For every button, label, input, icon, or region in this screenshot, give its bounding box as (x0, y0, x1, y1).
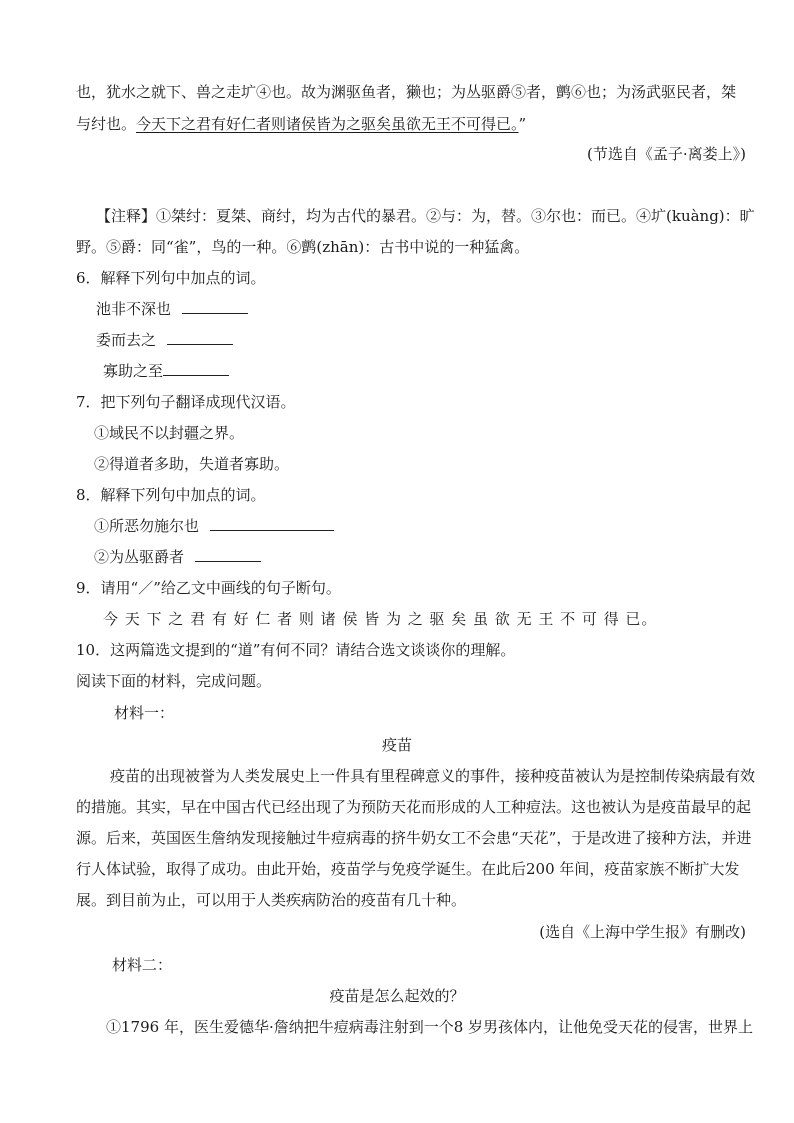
material-1-source: (选自《上海中学生报》有删改) (539, 923, 746, 941)
reading-intro: 阅读下面的材料，完成问题。 (76, 672, 272, 690)
q6-item-1 (96, 299, 248, 319)
question-10: 10．这两篇选文提到的“道”有何不同？请结合选文谈谈你的理解。 (76, 641, 516, 659)
q6-item-3 (103, 361, 229, 381)
answer-blank[interactable] (182, 299, 248, 314)
question-6: 6．解释下列句中加点的词。 (76, 269, 266, 287)
q6-item-2 (96, 330, 233, 350)
m1-line-3: 源。后来，英国医生詹纳发现接触过牛痘病毒的挤牛奶女工不会患“天花”，于是改进了接种方法，并进 (76, 829, 752, 847)
material-1-title: 疫苗 (381, 736, 412, 754)
q8-item-1 (94, 516, 334, 536)
q8-item-1-text: ①所恶勿施尔也 (94, 517, 200, 535)
answer-blank[interactable] (163, 361, 229, 376)
q9-sentence: 今 天 下 之 君 有 好 仁 者 则 诸 侯 皆 为 之 驱 矣 虽 欲 无 王 不 可 得 已。 (103, 610, 658, 628)
m2-line-1: ①1796 年，医生爱德华·詹纳把牛痘病毒注射到一个8 岁男孩体内，让他免受天花的侵害，世界上 (106, 1018, 754, 1036)
q6-item-3-text: 寡助之至 (103, 362, 164, 380)
material-1-label: 材料一： (114, 704, 175, 722)
passage-line-2 (76, 114, 526, 134)
notes-line-2: 野。⑤爵：同“雀”，鸟的一种。⑥鹯(zhān)：古书中说的一种猛禽。 (76, 238, 530, 256)
m1-line-1: 疫苗的出现被誉为人类发展史上一件具有里程碑意义的事件，接种疫苗被认为是控制传染病最有效 (110, 767, 756, 785)
m1-line-5: 展。到目前为止，可以用于人类疾病防治的疫苗有几十种。 (76, 891, 467, 909)
m1-line-2: 的措施。其实，早在中国古代已经出现了为预防天花而形成的人工种痘法。这也被认为是疫苗最早的起 (76, 798, 752, 816)
material-2-title: 疫苗是怎么起效的？ (329, 987, 465, 1005)
q8-item-2-text: ②为丛驱爵者 (94, 548, 185, 566)
answer-blank[interactable] (195, 547, 261, 562)
q8-item-2 (94, 547, 261, 567)
material-2-label: 材料二： (112, 956, 173, 974)
question-9: 9．请用“／”给乙文中画线的句子断句。 (76, 579, 341, 597)
passage-source: (节选自《孟子·离娄上》) (587, 145, 746, 163)
answer-blank[interactable] (210, 516, 334, 531)
answer-blank[interactable] (167, 330, 233, 345)
question-7: 7．把下列句子翻译成现代汉语。 (76, 393, 296, 411)
q6-item-2-text: 委而去之 (96, 331, 157, 349)
question-8: 8．解释下列句中加点的词。 (76, 486, 266, 504)
q7-item-2: ②得道者多助，失道者寡助。 (94, 455, 290, 473)
underlined-sentence: 今天下之君有好仁者则诸侯皆为之驱矣虽欲无王不可得已。 (136, 115, 519, 133)
passage-line-1: 也，犹水之就下、兽之走圹④也。故为渊驱鱼者，獭也；为丛驱爵⑤者，鹯⑥也；为汤武驱民者，桀 (76, 83, 737, 101)
passage-line-2-plain: 与纣也。 (76, 115, 137, 133)
m1-line-4: 行人体试验，取得了成功。由此开始，疫苗学与免疫学诞生。在此后200 年间，疫苗家族不断扩大发 (76, 860, 740, 878)
closing-quote: ” (518, 115, 527, 133)
q6-item-1-text: 池非不深也 (96, 300, 172, 318)
notes-line-1: 【注释】①桀纣：夏桀、商纣，均为古代的暴君。②与：为，替。③尔也：而已。④圹(kuàng)：旷 (96, 207, 755, 225)
q7-item-1: ①域民不以封疆之界。 (94, 424, 245, 442)
